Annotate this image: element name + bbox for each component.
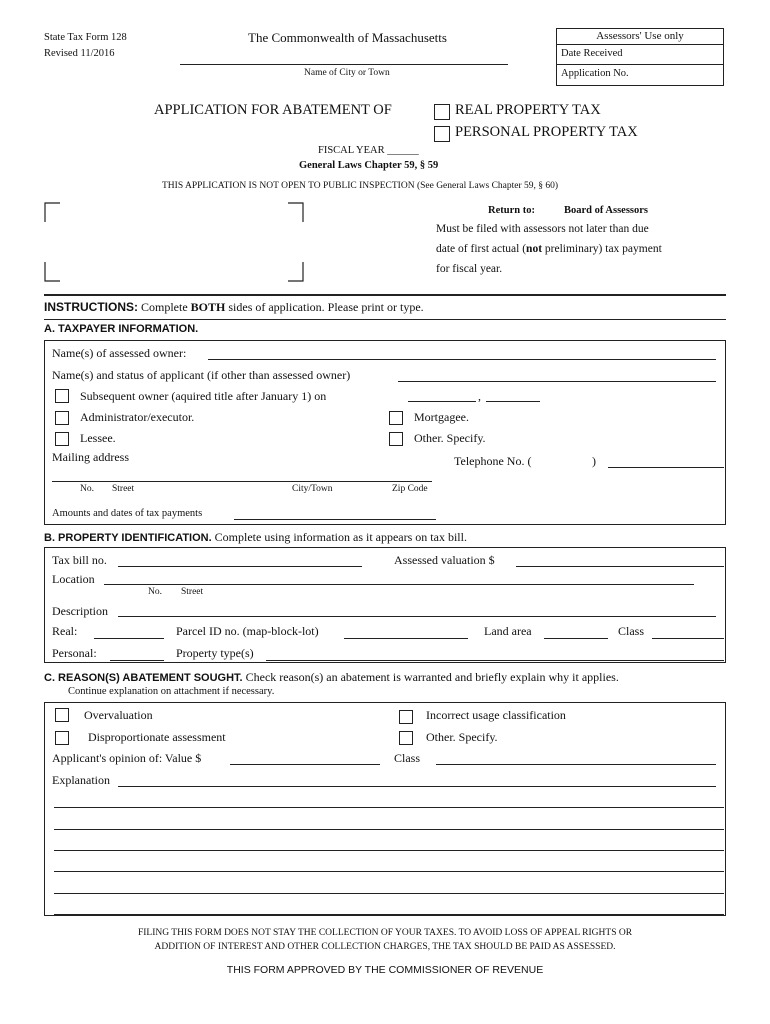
tax-payments-label: Amounts and dates of tax payments: [52, 508, 203, 519]
opinion-class-label: Class: [394, 751, 421, 765]
explanation-line[interactable]: [54, 871, 724, 872]
section-b-box: [44, 547, 726, 663]
applicant-label: Name(s) and status of applicant (if other than assessed owner): [52, 368, 351, 382]
date-received-label: Date Received: [561, 48, 623, 59]
inspection-notice: THIS APPLICATION IS NOT OPEN TO PUBLIC INSPECTION (See General Laws Chapter 59, § 60): [162, 181, 559, 191]
parcel-id-field[interactable]: [344, 638, 468, 639]
administrator-label: Administrator/executor.: [80, 410, 195, 424]
land-area-label: Land area: [484, 624, 532, 638]
parcel-id-label: Parcel ID no. (map-block-lot): [176, 624, 319, 638]
location-field[interactable]: [104, 584, 694, 585]
law-reference: General Laws Chapter 59, § 59: [299, 160, 439, 171]
incorrect-usage-label: Incorrect usage classification: [426, 708, 566, 722]
collection-warning-line1: FILING THIS FORM DOES NOT STAY THE COLLECTION OF YOUR TAXES. TO AVOID LOSS OF APPEAL RIGHTS OR: [137, 928, 633, 938]
other-reason-label: Other. Specify.: [426, 730, 498, 744]
other-status-checkbox[interactable]: [389, 432, 403, 446]
other-reason-checkbox[interactable]: [399, 731, 413, 745]
address-corner-top-left: [44, 202, 60, 222]
assessed-valuation-label: Assessed valuation $: [394, 553, 495, 567]
city-name-field[interactable]: [180, 64, 508, 65]
subsequent-date-field[interactable]: [408, 401, 476, 402]
return-to-board: Board of Assessors: [564, 205, 649, 216]
personal-field[interactable]: [110, 660, 164, 661]
description-label: Description: [52, 604, 108, 618]
assessors-use-title: Assessors' Use only: [557, 29, 723, 45]
explanation-line[interactable]: [54, 829, 724, 830]
real-property-checkbox[interactable]: [434, 104, 450, 120]
class-field[interactable]: [652, 638, 724, 639]
incorrect-usage-checkbox[interactable]: [399, 710, 413, 724]
section-a-title: A. TAXPAYER INFORMATION.: [44, 323, 199, 335]
explanation-line[interactable]: [54, 850, 724, 851]
application-title: APPLICATION FOR ABATEMENT OF: [154, 102, 392, 118]
explanation-label: Explanation: [52, 773, 110, 787]
class-label: Class: [618, 624, 645, 638]
property-type-field[interactable]: [266, 660, 724, 661]
land-area-field[interactable]: [544, 638, 608, 639]
personal-property-label: PERSONAL PROPERTY TAX: [455, 124, 638, 140]
return-to-label: Return to:: [488, 205, 535, 216]
tax-bill-field[interactable]: [118, 566, 362, 567]
mortgagee-label: Mortgagee.: [414, 410, 469, 424]
personal-label: Personal:: [52, 646, 97, 660]
assessed-valuation-field[interactable]: [516, 566, 724, 567]
real-label: Real:: [52, 624, 78, 638]
disproportionate-checkbox[interactable]: [55, 731, 69, 745]
revision-date: Revised 11/2016: [44, 48, 115, 59]
address-corner-bottom-left: [44, 262, 60, 282]
mortgagee-checkbox[interactable]: [389, 411, 403, 425]
tax-bill-label: Tax bill no.: [52, 553, 107, 567]
mailing-address-label: Mailing address: [52, 450, 129, 464]
form-id: State Tax Form 128: [44, 32, 127, 43]
location-label: Location: [52, 572, 95, 586]
overvaluation-label: Overvaluation: [84, 708, 153, 722]
applicant-field[interactable]: [398, 381, 716, 382]
instructions-rule: [44, 294, 726, 296]
filing-deadline-line1: Must be filed with assessors not later than due: [436, 223, 649, 235]
explanation-field[interactable]: [118, 786, 716, 787]
property-type-label: Property type(s): [176, 646, 254, 660]
personal-property-checkbox[interactable]: [434, 126, 450, 142]
mailing-address-field[interactable]: [52, 481, 432, 482]
instructions: INSTRUCTIONS: Complete BOTH sides of application. Please print or type.: [44, 300, 424, 314]
filing-deadline-line2: date of first actual (not preliminary) tax payment: [436, 243, 662, 255]
section-c-continue: Continue explanation on attachment if necessary.: [68, 686, 275, 697]
explanation-line[interactable]: [54, 914, 724, 915]
assessed-owner-field[interactable]: [208, 359, 716, 360]
subsequent-owner-checkbox[interactable]: [55, 389, 69, 403]
tax-payments-field[interactable]: [234, 519, 436, 520]
description-field[interactable]: [118, 616, 716, 617]
opinion-value-label: Applicant's opinion of: Value $: [52, 751, 202, 765]
lessee-checkbox[interactable]: [55, 432, 69, 446]
section-c-title: C. REASON(S) ABATEMENT SOUGHT. Check reason(s) an abatement is warranted and briefly explain why it applies.: [44, 670, 619, 684]
overvaluation-checkbox[interactable]: [55, 708, 69, 722]
fiscal-year: FISCAL YEAR ______: [318, 145, 419, 156]
disproportionate-label: Disproportionate assessment: [88, 730, 226, 744]
application-no-label: Application No.: [561, 68, 629, 79]
explanation-line[interactable]: [54, 807, 724, 808]
telephone-field[interactable]: [608, 467, 724, 468]
address-corner-bottom-right: [288, 262, 304, 282]
real-property-label: REAL PROPERTY TAX: [455, 102, 601, 118]
filing-deadline-line3: for fiscal year.: [436, 263, 503, 275]
administrator-checkbox[interactable]: [55, 411, 69, 425]
assessed-owner-label: Name(s) of assessed owner:: [52, 346, 187, 360]
commonwealth-title: The Commonwealth of Massachusetts: [248, 30, 447, 45]
other-status-label: Other. Specify.: [414, 431, 486, 445]
subsequent-year-field[interactable]: [486, 401, 540, 402]
assessors-use-box: [556, 28, 724, 86]
section-b-title: B. PROPERTY IDENTIFICATION. Complete using information as it appears on tax bill.: [44, 530, 467, 544]
lessee-label: Lessee.: [80, 431, 116, 445]
city-caption: Name of City or Town: [304, 68, 390, 78]
explanation-line[interactable]: [54, 893, 724, 894]
opinion-value-field[interactable]: [230, 764, 380, 765]
approval-statement: THIS FORM APPROVED BY THE COMMISSIONER OF REVENUE: [226, 964, 544, 976]
subsequent-owner-label: Subsequent owner (aquired title after January 1) on: [80, 389, 327, 403]
real-field[interactable]: [94, 638, 164, 639]
opinion-class-field[interactable]: [436, 764, 716, 765]
telephone-label: Telephone No. (: [454, 454, 532, 468]
address-corner-top-right: [288, 202, 304, 222]
collection-warning-line2: ADDITION OF INTEREST AND OTHER COLLECTION CHARGES, THE TAX SHOULD BE PAID AS ASSESSED.: [154, 942, 616, 952]
